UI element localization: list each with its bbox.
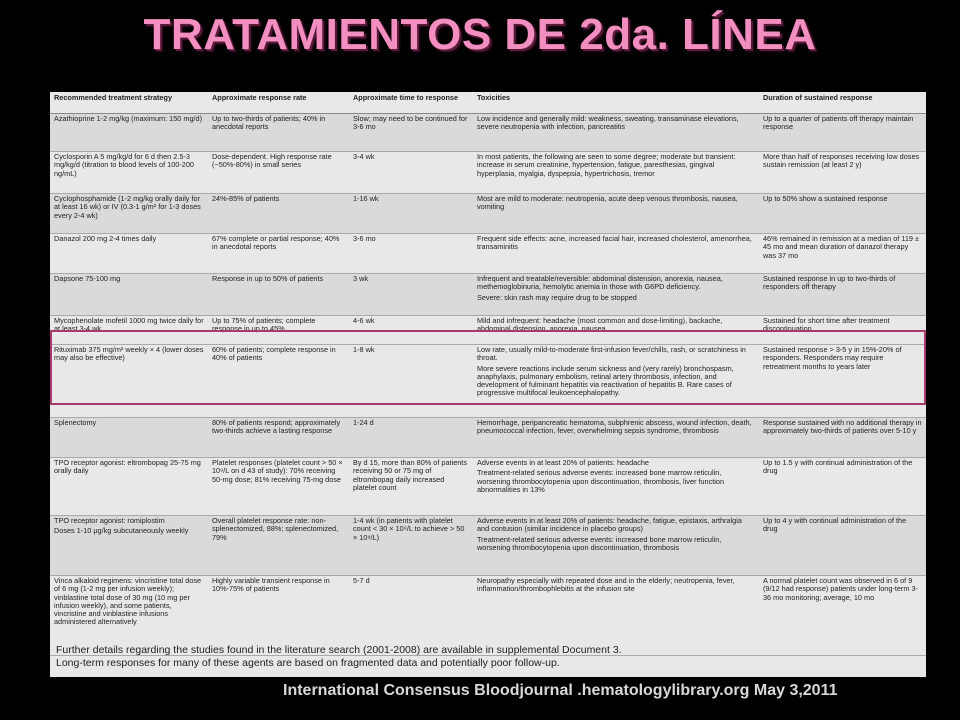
cell-duration: Up to a quarter of patients off therapy maintain response bbox=[759, 114, 926, 152]
cell-strategy: Cyclophosphamide (1-2 mg/kg orally daily for at least 16 wk) or IV (0.3-1 g/m² for 1-3 doses every 2-4 wk) bbox=[50, 194, 208, 234]
treatment-table bbox=[50, 92, 926, 656]
table-row bbox=[50, 234, 926, 274]
toxicity-text: Low incidence and generally mild: weakness, sweating, transaminase elevations, severe neutropenia with infection, pancreatitis bbox=[477, 114, 739, 132]
cell-response-rate: Up to two-thirds of patients; 40% in anecdotal reports bbox=[208, 114, 349, 152]
column-header-time-to-response: Approximate time to response bbox=[349, 92, 473, 114]
table-row bbox=[50, 274, 926, 316]
table-row bbox=[50, 516, 926, 576]
cell-duration: A normal platelet count was observed in 6 of 9 (9/12 had response) patients under long-term 3-36 mo monitoring; average, 10 mo bbox=[759, 576, 926, 656]
cell-strategy: TPO receptor agonist: eltrombopag 25-75 mg orally daily bbox=[50, 458, 208, 516]
cell-response-rate: Overall platelet response rate: non-splenectomized, 88%; splenectomized, 79% bbox=[208, 516, 349, 576]
cell-time-to-response: 3-6 mo bbox=[349, 234, 473, 274]
footnote-line: Long-term responses for many of these agents are based on fragmented data and potentially poor follow-up. bbox=[56, 657, 560, 669]
table-row bbox=[50, 194, 926, 234]
column-header-response-rate: Approximate response rate bbox=[208, 92, 349, 114]
cell-time-to-response: 1-24 d bbox=[349, 418, 473, 458]
toxicity-text: Adverse events in at least 20% of patients: headache bbox=[477, 458, 649, 467]
toxicity-text: Frequent side effects: acne, increased facial hair, increased cholesterol, amenorrhea, transaminitis bbox=[477, 234, 752, 252]
cell-strategy: Dapsone 75-100 mg bbox=[50, 274, 208, 316]
cell-time-to-response: 3 wk bbox=[349, 274, 473, 316]
cell-toxicities bbox=[473, 316, 759, 345]
cell-time-to-response: 1-8 wk bbox=[349, 345, 473, 418]
toxicity-text: Treatment-related serious adverse events: increased bone marrow reticulin, worsening thrombocytopenia upon discontinuation, thrombosis, liver function abnormalities in 13% bbox=[477, 468, 725, 494]
cell-response-rate: 67% complete or partial response; 40% in anecdotal reports bbox=[208, 234, 349, 274]
source-citation: International Consensus Bloodjournal .hematologylibrary.org May 3,2011 bbox=[283, 682, 838, 699]
table-footnotes bbox=[56, 644, 916, 670]
column-header-toxicities: Toxicities bbox=[473, 92, 759, 114]
cell-response-rate: 24%-85% of patients bbox=[208, 194, 349, 234]
cell-strategy: Azathioprine 1-2 mg/kg (maximum: 150 mg/d) bbox=[50, 114, 208, 152]
cell-strategy: Splenectomy bbox=[50, 418, 208, 458]
cell-strategy: Vinca alkaloid regimens: vincristine total dose of 6 mg (1-2 mg per infusion weekly); vinblastine total dose of 30 mg (10 mg per infusion weekly), and some patients, vincristine and vinblastine infusions administered alternatively bbox=[50, 576, 208, 656]
cell-toxicities bbox=[473, 274, 759, 316]
cell-duration: Up to 4 y with continual administration of the drug bbox=[759, 516, 926, 576]
toxicity-text: Treatment-related serious adverse events: increased bone marrow reticulin, worsening thrombocytopenia upon discontinuation, thrombosis bbox=[477, 534, 722, 552]
toxicity-text: Severe: skin rash may require drug to be stopped bbox=[477, 292, 637, 302]
slide-title: TRATAMIENTOS DE 2da. LÍNEA bbox=[143, 10, 817, 59]
cell-toxicities bbox=[473, 418, 759, 458]
cell-toxicities bbox=[473, 458, 759, 516]
toxicity-text: More severe reactions include serum sickness and (very rarely) bronchospasm, anaphylaxis, pulmonary embolism, retinal artery thrombosis, infection, and development of fulminant hepatitis via reactivation of hepatitis B. Rare cases of progressive multifocal leukoencephalopathy. bbox=[477, 363, 734, 398]
cell-strategy: Cyclosporin A 5 mg/kg/d for 6 d then 2.5-3 mg/kg/d (titration to blood levels of 100-200 ng/mL) bbox=[50, 152, 208, 194]
toxicity-text: Mild and infrequent: headache (most common and dose-limiting), backache, abdominal distension, anorexia, nausea bbox=[477, 316, 723, 334]
toxicity-text: Most are mild to moderate: neutropenia, acute deep venous thrombosis, nausea, vomiting bbox=[477, 194, 738, 212]
table-row bbox=[50, 152, 926, 194]
cell-duration: 46% remained in remission at a median of 119 ± 45 mo and mean duration of danazol therapy was 37 mo bbox=[759, 234, 926, 274]
column-header-duration: Duration of sustained response bbox=[759, 92, 926, 114]
table-row bbox=[50, 114, 926, 152]
cell-response-rate: Highly variable transient response in 10%-75% of patients bbox=[208, 576, 349, 656]
cell-toxicities bbox=[473, 345, 759, 418]
table-row bbox=[50, 458, 926, 516]
cell-response-rate: Dose-dependent. High response rate (~50%-80%) in small series bbox=[208, 152, 349, 194]
cell-time-to-response: 5-7 d bbox=[349, 576, 473, 656]
cell-time-to-response: 4-6 wk bbox=[349, 316, 473, 345]
cell-toxicities bbox=[473, 234, 759, 274]
toxicity-text: Neuropathy especially with repeated dose and in the elderly; neutropenia, fever, inflammation/thrombophlebitis at the infusion site bbox=[477, 576, 735, 594]
strategy-text: TPO receptor agonist: romiplostim bbox=[54, 516, 165, 525]
cell-response-rate: 80% of patients respond; approximately two-thirds achieve a lasting response bbox=[208, 418, 349, 458]
toxicity-text: In most patients, the following are seen to some degree; moderate but transient: increase in serum creatinine, hypertension, fatigue, paresthesias, gingival hyperplasia, myalgia, dyspepsia, hypertrichosis, tremor bbox=[477, 152, 736, 178]
cell-duration: More than half of responses receiving low doses sustain remission (at least 2 y) bbox=[759, 152, 926, 194]
footnote-line: Further details regarding the studies found in the literature search (2001-2008) are available in supplemental Document 3. bbox=[56, 644, 622, 656]
cell-toxicities bbox=[473, 152, 759, 194]
table-header-row bbox=[50, 92, 926, 114]
table-row bbox=[50, 418, 926, 458]
cell-response-rate: Response in up to 50% of patients bbox=[208, 274, 349, 316]
cell-duration: Up to 50% show a sustained response bbox=[759, 194, 926, 234]
cell-strategy bbox=[50, 516, 208, 576]
cell-toxicities bbox=[473, 516, 759, 576]
table-row bbox=[50, 316, 926, 345]
cell-response-rate: Platelet responses (platelet count > 50 × 10⁹/L on d 43 of study): 70% receiving 50-mg dose; 81% receiving 75-mg dose bbox=[208, 458, 349, 516]
cell-duration: Up to 1.5 y with continual administration of the drug bbox=[759, 458, 926, 516]
cell-duration: Sustained response in up to two-thirds of responders off therapy bbox=[759, 274, 926, 316]
cell-time-to-response: 1-16 wk bbox=[349, 194, 473, 234]
cell-toxicities bbox=[473, 194, 759, 234]
cell-toxicities bbox=[473, 114, 759, 152]
cell-response-rate: 60% of patients; complete response in 40% of patients bbox=[208, 345, 349, 418]
cell-time-to-response: 3-4 wk bbox=[349, 152, 473, 194]
treatment-table-panel bbox=[50, 92, 926, 677]
cell-duration: Response sustained with no additional therapy in approximately two-thirds of patients over 5-10 y bbox=[759, 418, 926, 458]
cell-time-to-response: Slow; may need to be continued for 3-6 mo bbox=[349, 114, 473, 152]
cell-time-to-response: By d 15, more than 80% of patients receiving 50 or 75 mg of eltrombopag daily increased platelet count bbox=[349, 458, 473, 516]
toxicity-text: Hemorrhage, peripancreatic hematoma, subphrenic abscess, wound infection, death, pneumococcal infection, fever, overwhelming sepsis syndrome, thrombosis bbox=[477, 418, 752, 436]
cell-duration: Sustained response > 3-5 y in 15%-20% of responders. Responders may require retreatment months to years later bbox=[759, 345, 926, 418]
cell-strategy: Mycophenolate mofetil 1000 mg twice daily for at least 3-4 wk bbox=[50, 316, 208, 345]
cell-strategy: Danazol 200 mg 2-4 times daily bbox=[50, 234, 208, 274]
cell-duration: Sustained for short time after treatment discontinuation bbox=[759, 316, 926, 345]
toxicity-text: Adverse events in at least 20% of patients: headache, fatigue, epistaxis, arthralgia and contusion (similar incidence in placebo groups) bbox=[477, 516, 742, 534]
cell-response-rate: Up to 75% of patients; complete response in up to 45% bbox=[208, 316, 349, 345]
toxicity-text: Low rate, usually mild-to-moderate first-infusion fever/chills, rash, or scratchiness in throat. bbox=[477, 345, 746, 363]
cell-time-to-response: 1-4 wk (in patients with platelet count < 30 × 10⁹/L to achieve > 50 × 10⁹/L) bbox=[349, 516, 473, 576]
column-header-strategy: Recommended treatment strategy bbox=[50, 92, 208, 114]
toxicity-text: Infrequent and treatable/reversible: abdominal distension, anorexia, nausea, methemoglobinuria, hemolytic anemia in those with G6PD deficiency. bbox=[477, 274, 723, 292]
table-row-highlighted bbox=[50, 345, 926, 418]
cell-strategy: Rituximab 375 mg/m² weekly × 4 (lower doses may also be effective) bbox=[50, 345, 208, 418]
strategy-dose-text: Doses 1-10 μg/kg subcutaneously weekly bbox=[54, 526, 189, 536]
